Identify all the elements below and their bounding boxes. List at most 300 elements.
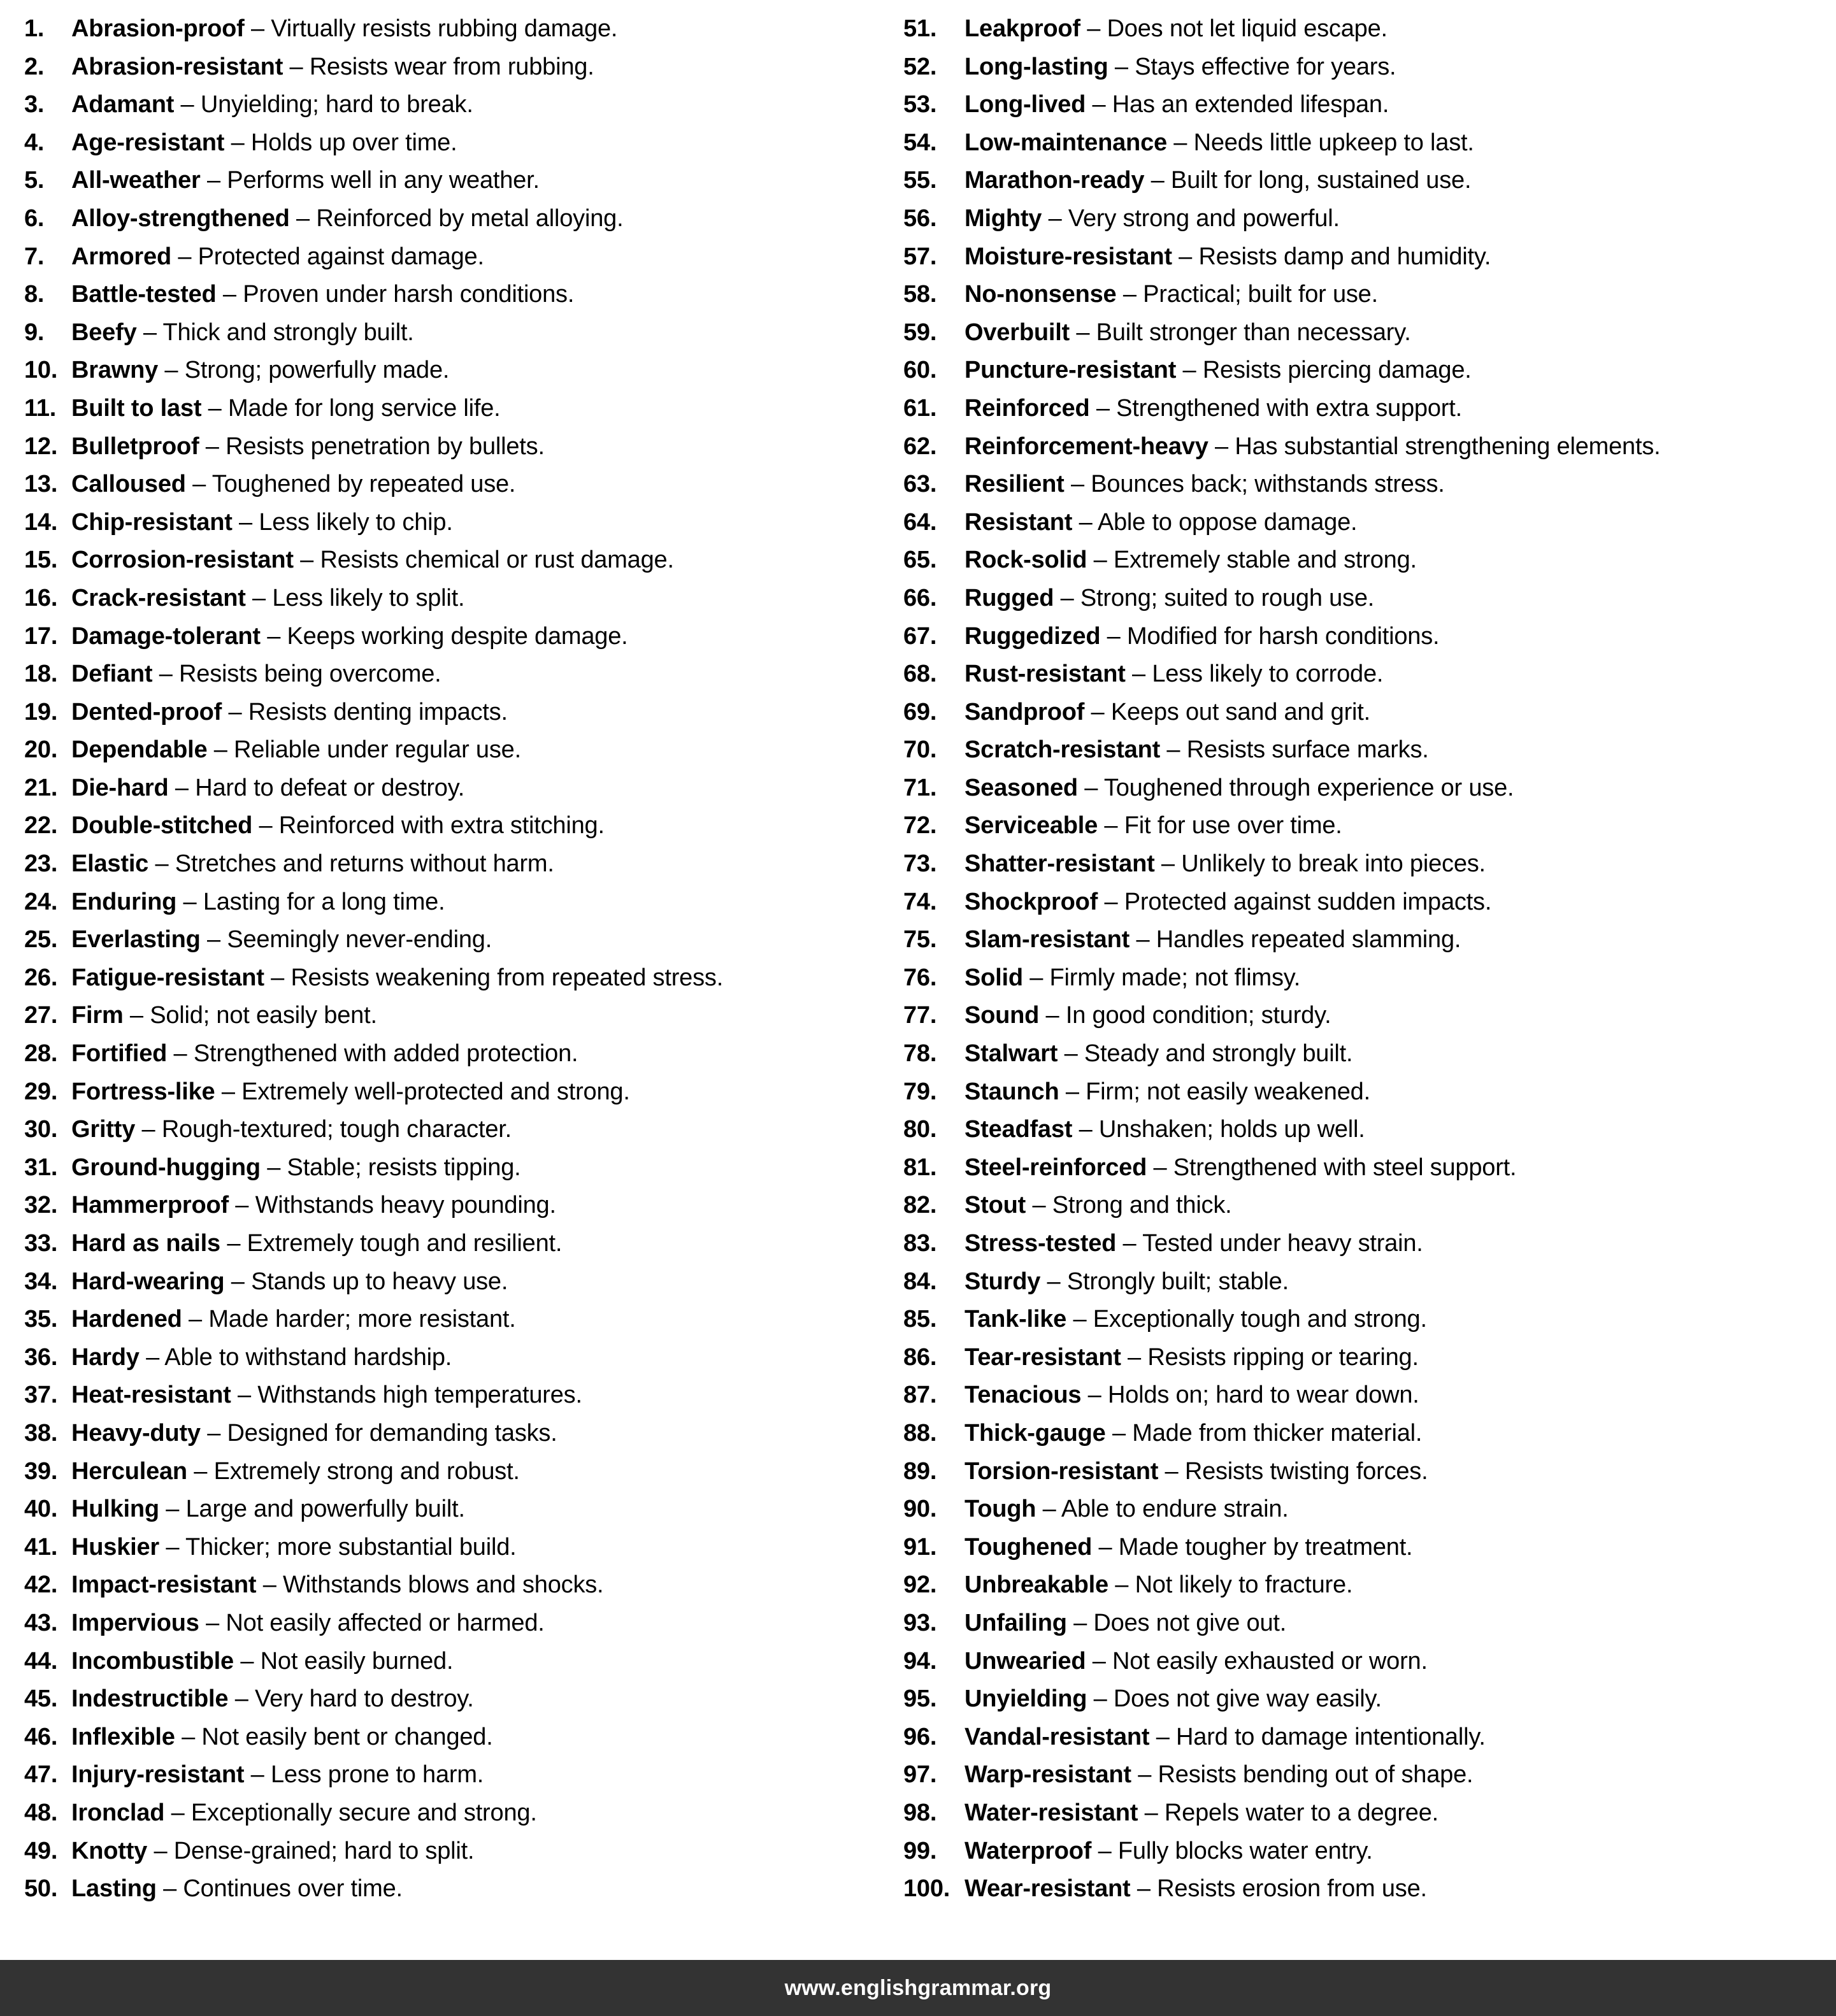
list-item-definition: Built for long, sustained use. (1170, 167, 1472, 194)
list-item-separator: – (1040, 1268, 1067, 1295)
list-item-term: Mighty (965, 204, 1042, 232)
list-item-body (965, 1383, 1836, 1407)
list-item-number: 14. (24, 508, 58, 536)
list-item-body (965, 813, 1836, 838)
list-item (903, 1383, 1836, 1421)
list-item-definition: Large and powerfully built. (185, 1496, 465, 1523)
list-item-body (71, 1080, 886, 1104)
list-item (903, 510, 1836, 548)
list-item-term: Vandal-resistant (965, 1723, 1150, 1750)
list-item-separator: – (159, 1496, 186, 1523)
list-item-number: 72. (903, 812, 937, 840)
list-item-definition: Exceptionally tough and strong. (1093, 1306, 1427, 1333)
list-item-number: 69. (903, 698, 937, 726)
list-item-separator: – (233, 1647, 261, 1675)
list-item-separator: – (1039, 1002, 1066, 1029)
list-item (24, 738, 886, 776)
list-item-number: 92. (903, 1571, 937, 1599)
list-item (903, 358, 1836, 396)
list-item-definition: Fit for use over time. (1124, 812, 1342, 840)
list-item-number: 35. (24, 1306, 58, 1333)
list-item-number: 13. (24, 471, 58, 498)
list-item-definition: Resists weakening from repeated stress. (290, 964, 724, 991)
list-item-body (965, 131, 1836, 155)
list-item-body (71, 17, 886, 41)
list-item-term: Scratch-resistant (965, 736, 1161, 764)
list-item (24, 1155, 886, 1194)
list-item-term: Hardy (71, 1343, 140, 1371)
list-item-term: Reinforcement-heavy (965, 433, 1208, 460)
list-item (24, 1041, 886, 1080)
list-item-definition: Resists twisting forces. (1184, 1457, 1428, 1485)
list-item-body (71, 548, 886, 572)
list-item-term: Stalwart (965, 1040, 1058, 1068)
list-item-number: 12. (24, 433, 58, 460)
list-item (903, 813, 1836, 852)
list-item-term: Sound (965, 1002, 1040, 1029)
list-item-body (71, 1649, 886, 1673)
list-item-definition: Thicker; more substantial build. (185, 1533, 517, 1561)
list-item-separator: – (1147, 1154, 1173, 1181)
list-item-number: 68. (903, 661, 937, 688)
list-item-definition: Less likely to chip. (259, 508, 453, 536)
list-item-separator: – (228, 1192, 255, 1219)
list-item-number: 2. (24, 53, 45, 80)
list-item-body (71, 55, 886, 79)
list-item-separator: – (1059, 1078, 1086, 1105)
list-item-number: 60. (903, 357, 937, 384)
list-item (903, 55, 1836, 93)
list-item-definition: Extremely stable and strong. (1113, 547, 1417, 574)
list-item-definition: Able to endure strain. (1061, 1496, 1289, 1523)
list-item-definition: Resists ripping or tearing. (1147, 1343, 1419, 1371)
list-item-definition: Strong; suited to rough use. (1080, 584, 1375, 611)
list-item (903, 434, 1836, 473)
list-item (903, 662, 1836, 700)
list-item-definition: Resists surface marks. (1186, 736, 1429, 764)
list-item-separator: – (1066, 1306, 1093, 1333)
list-item-separator: – (1064, 471, 1091, 498)
list-item-separator: – (1042, 204, 1068, 232)
list-item-body (71, 1003, 886, 1027)
list-item-definition: Stands up to heavy use. (251, 1268, 508, 1295)
list-item-body (71, 776, 886, 800)
list-item (903, 1003, 1836, 1041)
list-item-separator: – (1108, 1571, 1135, 1599)
list-column-right-items (903, 17, 1836, 1915)
list-item-number: 48. (24, 1799, 58, 1826)
list-item-number: 31. (24, 1154, 58, 1181)
list-item-definition: Bounces back; withstands stress. (1091, 471, 1445, 498)
list-item-separator: – (159, 1533, 185, 1561)
list-item (903, 282, 1836, 320)
list-item-body (965, 1687, 1836, 1711)
list-item-number: 33. (24, 1230, 58, 1257)
list-item (903, 852, 1836, 890)
list-item-body (71, 1535, 886, 1559)
list-item-number: 23. (24, 850, 58, 878)
list-item-term: Bulletproof (71, 433, 199, 460)
list-item (903, 624, 1836, 662)
list-item (903, 92, 1836, 131)
list-item-body (71, 1231, 886, 1255)
list-item-number: 32. (24, 1192, 58, 1219)
list-item-definition: Continues over time. (183, 1875, 403, 1903)
list-item (24, 131, 886, 169)
list-item-separator: – (1144, 167, 1171, 194)
list-item-body (71, 890, 886, 914)
list-item-number: 98. (903, 1799, 937, 1826)
list-item (24, 1421, 886, 1459)
list-item-term: Water-resistant (965, 1799, 1138, 1826)
list-item-separator: – (1092, 1533, 1119, 1561)
list-item (903, 966, 1836, 1004)
list-item-number: 97. (903, 1761, 937, 1789)
list-item-term: Ruggedized (965, 622, 1101, 650)
list-item-separator: – (152, 661, 180, 688)
list-item-body (965, 1041, 1836, 1066)
list-item-definition: Hard to damage intentionally. (1176, 1723, 1486, 1750)
list-item-separator: – (168, 774, 196, 801)
list-item-definition: Holds up over time. (250, 129, 457, 156)
list-item-definition: Virtually resists rubbing damage. (271, 15, 618, 42)
list-item-definition: Reinforced with extra stitching. (278, 812, 605, 840)
list-item-definition: Less prone to harm. (270, 1761, 484, 1789)
list-item-definition: In good condition; sturdy. (1065, 1002, 1331, 1029)
list-item-separator: – (1080, 15, 1107, 42)
list-item-body (965, 1421, 1836, 1445)
list-item-body (71, 738, 886, 762)
list-item-separator: – (260, 1154, 287, 1181)
list-item-body (965, 624, 1836, 648)
list-item-number: 99. (903, 1837, 937, 1864)
list-item-number: 55. (903, 167, 937, 194)
list-item-term: Low-maintenance (965, 129, 1167, 156)
list-item-separator: – (200, 926, 227, 954)
list-item (903, 1459, 1836, 1498)
list-item-term: Fatigue-resistant (71, 964, 264, 991)
list-item-separator: – (1176, 357, 1203, 384)
list-item-definition: Reinforced by metal alloying. (316, 204, 624, 232)
list-item-term: Armored (71, 243, 171, 270)
list-item-definition: Made tougher by treatment. (1118, 1533, 1413, 1561)
list-item-separator: – (199, 1609, 226, 1636)
list-item-number: 37. (24, 1382, 58, 1409)
list-item-definition: Handles repeated slamming. (1156, 926, 1461, 954)
list-item-definition: Protected against sudden impacts. (1124, 888, 1492, 915)
list-item-separator: – (1036, 1496, 1061, 1523)
list-item (24, 1497, 886, 1535)
list-item-term: Unbreakable (965, 1571, 1108, 1599)
list-item-term: Double-stitched (71, 812, 253, 840)
list-item-separator: – (1138, 1799, 1165, 1826)
list-item-body (71, 700, 886, 724)
list-item-separator: – (1105, 1419, 1133, 1447)
list-item (24, 320, 886, 359)
list-item-number: 24. (24, 888, 58, 915)
list-item-separator: – (256, 1571, 283, 1599)
list-item-definition: Proven under harsh conditions. (243, 281, 575, 308)
list-item-number: 17. (24, 622, 58, 650)
list-item (24, 17, 886, 55)
list-item-definition: Performs well in any weather. (227, 167, 540, 194)
list-item-number: 63. (903, 471, 937, 498)
list-item-definition: Very hard to destroy. (255, 1685, 474, 1713)
list-item-definition: Does not give way easily. (1113, 1685, 1382, 1713)
list-item-definition: Unlikely to break into pieces. (1181, 850, 1486, 878)
list-item (903, 1535, 1836, 1573)
list-item-term: Hulking (71, 1496, 159, 1523)
list-item-definition: Not easily bent or changed. (201, 1723, 493, 1750)
list-item-definition: Firmly made; not flimsy. (1049, 964, 1301, 991)
list-item-term: Battle-tested (71, 281, 217, 308)
list-item (24, 1649, 886, 1687)
list-item-term: Steadfast (965, 1116, 1073, 1143)
list-item-term: Waterproof (965, 1837, 1092, 1864)
list-item-body (71, 1687, 886, 1711)
list-item-separator: – (228, 1685, 255, 1713)
list-item-body (71, 1421, 886, 1445)
list-item (24, 1762, 886, 1801)
list-item-term: Gritty (71, 1116, 136, 1143)
list-item-number: 11. (24, 394, 57, 422)
list-item-definition: Resists damp and humidity. (1198, 243, 1491, 270)
list-item-number: 19. (24, 698, 58, 726)
list-item-term: Inflexible (71, 1723, 175, 1750)
list-item-definition: Keeps out sand and grit. (1110, 698, 1370, 726)
list-item-term: Solid (965, 964, 1023, 991)
list-item-separator: – (1130, 926, 1156, 954)
list-item-term: Everlasting (71, 926, 201, 954)
list-item-term: No-nonsense (965, 281, 1117, 308)
list-item-separator: – (136, 318, 163, 346)
list-item-body (965, 1080, 1836, 1104)
list-item-term: Crack-resistant (71, 584, 246, 611)
list-item (903, 320, 1836, 359)
list-item-number: 70. (903, 736, 937, 764)
list-item (903, 168, 1836, 206)
list-item-definition: Strengthened with steel support. (1173, 1154, 1517, 1181)
list-item-number: 62. (903, 433, 937, 460)
list-item-term: Unyielding (965, 1685, 1087, 1713)
list-item-term: Marathon-ready (965, 167, 1145, 194)
list-item-term: Adamant (71, 91, 175, 118)
list-item (24, 548, 886, 586)
list-item-number: 20. (24, 736, 58, 764)
list-item-body (71, 1877, 886, 1901)
list-item-term: Leakproof (965, 15, 1080, 42)
list-item-number: 4. (24, 129, 45, 156)
list-item-number: 93. (903, 1609, 937, 1636)
list-item (24, 1003, 886, 1041)
list-item (903, 1573, 1836, 1611)
list-item-separator: – (1158, 1457, 1185, 1485)
list-item (24, 700, 886, 738)
list-item-definition: Built stronger than necessary. (1096, 318, 1411, 346)
list-item-term: Indestructible (71, 1685, 229, 1713)
list-item (24, 245, 886, 283)
list-item-separator: – (1087, 1685, 1114, 1713)
list-item-definition: Firm; not easily weakened. (1086, 1078, 1370, 1105)
list-item-term: Fortified (71, 1040, 168, 1068)
list-item (24, 472, 886, 510)
list-item-separator: – (224, 1268, 252, 1295)
list-item-body (71, 1269, 886, 1294)
list-item-number: 88. (903, 1419, 937, 1447)
list-item-body (965, 282, 1836, 306)
list-item-number: 67. (903, 622, 937, 650)
list-item-term: Abrasion-proof (71, 15, 245, 42)
list-item-definition: Designed for demanding tasks. (227, 1419, 557, 1447)
list-item-term: Overbuilt (965, 318, 1070, 346)
list-item-term: Die-hard (71, 774, 169, 801)
list-item-term: Injury-resistant (71, 1761, 245, 1789)
list-item-term: Wear-resistant (965, 1875, 1131, 1903)
list-item-number: 49. (24, 1837, 58, 1864)
list-item-term: Shatter-resistant (965, 850, 1155, 878)
list-item-body (965, 1193, 1836, 1217)
list-item-separator: – (1026, 1192, 1052, 1219)
list-item-term: Knotty (71, 1837, 148, 1864)
list-item-separator: – (174, 91, 201, 118)
list-item (903, 1649, 1836, 1687)
list-item (24, 358, 886, 396)
list-item-definition: Resists piercing damage. (1202, 357, 1472, 384)
list-item-body (965, 1307, 1836, 1331)
list-item (24, 434, 886, 473)
list-column-left-items (24, 17, 886, 1915)
list-item-separator: – (1160, 736, 1187, 764)
list-item-body (71, 927, 886, 952)
list-item-number: 1. (24, 15, 45, 42)
list-item-definition: Strong and thick. (1052, 1192, 1232, 1219)
list-item (24, 1345, 886, 1383)
list-item-separator: – (207, 736, 234, 764)
list-item-separator: – (167, 1040, 194, 1068)
list-item-number: 51. (903, 15, 937, 42)
list-item-term: Alloy-strengthened (71, 204, 290, 232)
list-item-body (71, 510, 886, 534)
list-item (24, 1459, 886, 1498)
list-item (903, 1421, 1836, 1459)
list-item-term: Resistant (965, 508, 1073, 536)
list-item-body (71, 1041, 886, 1066)
list-item-separator: – (1054, 584, 1080, 611)
list-item-definition: Not likely to fracture. (1135, 1571, 1353, 1599)
list-item-body (965, 776, 1836, 800)
footer-bar (0, 1960, 1836, 2016)
list-item-separator: – (244, 1761, 271, 1789)
list-item (903, 738, 1836, 776)
list-item-separator: – (1130, 1875, 1158, 1903)
list-item-definition: Very strong and powerful. (1068, 204, 1340, 232)
list-item-number: 18. (24, 661, 58, 688)
list-item (24, 92, 886, 131)
list-item-definition: Resists chemical or rust damage. (320, 547, 674, 574)
list-item-number: 30. (24, 1116, 58, 1143)
list-item (24, 168, 886, 206)
list-item-definition: Resists penetration by bullets. (226, 433, 545, 460)
list-item-body (71, 1573, 886, 1597)
list-item-definition: Fully blocks water entry. (1117, 1837, 1373, 1864)
list-item-definition: Protected against damage. (197, 243, 484, 270)
list-item-body (71, 1839, 886, 1863)
list-item-term: Sturdy (965, 1268, 1041, 1295)
list-item-body (71, 1762, 886, 1787)
list-item-body (965, 1155, 1836, 1180)
list-item-body (965, 1003, 1836, 1027)
list-item-definition: Stays effective for years. (1135, 53, 1396, 80)
list-item-term: All-weather (71, 167, 201, 194)
list-item-definition: Does not give out. (1093, 1609, 1287, 1636)
list-item-term: Resilient (965, 471, 1065, 498)
list-item-definition: Extremely tough and resilient. (247, 1230, 563, 1257)
list-item (903, 890, 1836, 928)
list-item-term: Stout (965, 1192, 1026, 1219)
list-item-body (965, 1459, 1836, 1483)
list-item-number: 26. (24, 964, 58, 991)
list-item-number: 66. (903, 584, 937, 611)
list-item-definition: Withstands blows and shocks. (283, 1571, 604, 1599)
list-item-number: 16. (24, 584, 58, 611)
list-item-term: Steel-reinforced (965, 1154, 1147, 1181)
list-item-body (965, 1762, 1836, 1787)
list-item-number: 76. (903, 964, 937, 991)
list-item-definition: Resists being overcome. (179, 661, 441, 688)
list-item-separator: – (171, 243, 198, 270)
list-item-term: Ironclad (71, 1799, 165, 1826)
list-item-separator: – (1116, 281, 1144, 308)
list-item-separator: – (1208, 433, 1235, 460)
list-item-number: 77. (903, 1002, 937, 1029)
list-item-separator: – (1072, 508, 1098, 536)
list-item-body (965, 1649, 1836, 1673)
list-item-body (965, 1269, 1836, 1294)
list-item (903, 1080, 1836, 1118)
list-item-body (71, 320, 886, 345)
list-item (903, 1269, 1836, 1308)
list-item-number: 61. (903, 394, 937, 422)
list-item-definition: Hard to defeat or destroy. (195, 774, 465, 801)
list-item-number: 57. (903, 243, 937, 270)
list-item-definition: Toughened through experience or use. (1103, 774, 1514, 801)
list-item-separator: – (224, 129, 251, 156)
list-item-definition: Made for long service life. (227, 394, 501, 422)
list-item-term: Serviceable (965, 812, 1098, 840)
list-item-body (71, 434, 886, 459)
list-item-term: Reinforced (965, 394, 1090, 422)
list-item (24, 624, 886, 662)
list-item-number: 78. (903, 1040, 937, 1068)
list-item-definition: Strong; powerfully made. (184, 357, 450, 384)
list-item (24, 776, 886, 814)
list-item-body (965, 700, 1836, 724)
list-item-term: Defiant (71, 661, 153, 688)
list-item-term: Herculean (71, 1457, 187, 1485)
list-item-term: Stress-tested (965, 1230, 1117, 1257)
list-item-separator: – (232, 508, 259, 536)
list-item-body (71, 358, 886, 382)
list-item-body (71, 1497, 886, 1521)
list-item-definition: Not easily affected or harmed. (226, 1609, 545, 1636)
list-item-definition: Steady and strongly built. (1084, 1040, 1353, 1068)
list-item-body (965, 510, 1836, 534)
list-item-body (965, 1801, 1836, 1825)
list-item-definition: Resists bending out of shape. (1158, 1761, 1474, 1789)
list-item (24, 1117, 886, 1155)
list-item (903, 131, 1836, 169)
list-item-term: Seasoned (965, 774, 1078, 801)
